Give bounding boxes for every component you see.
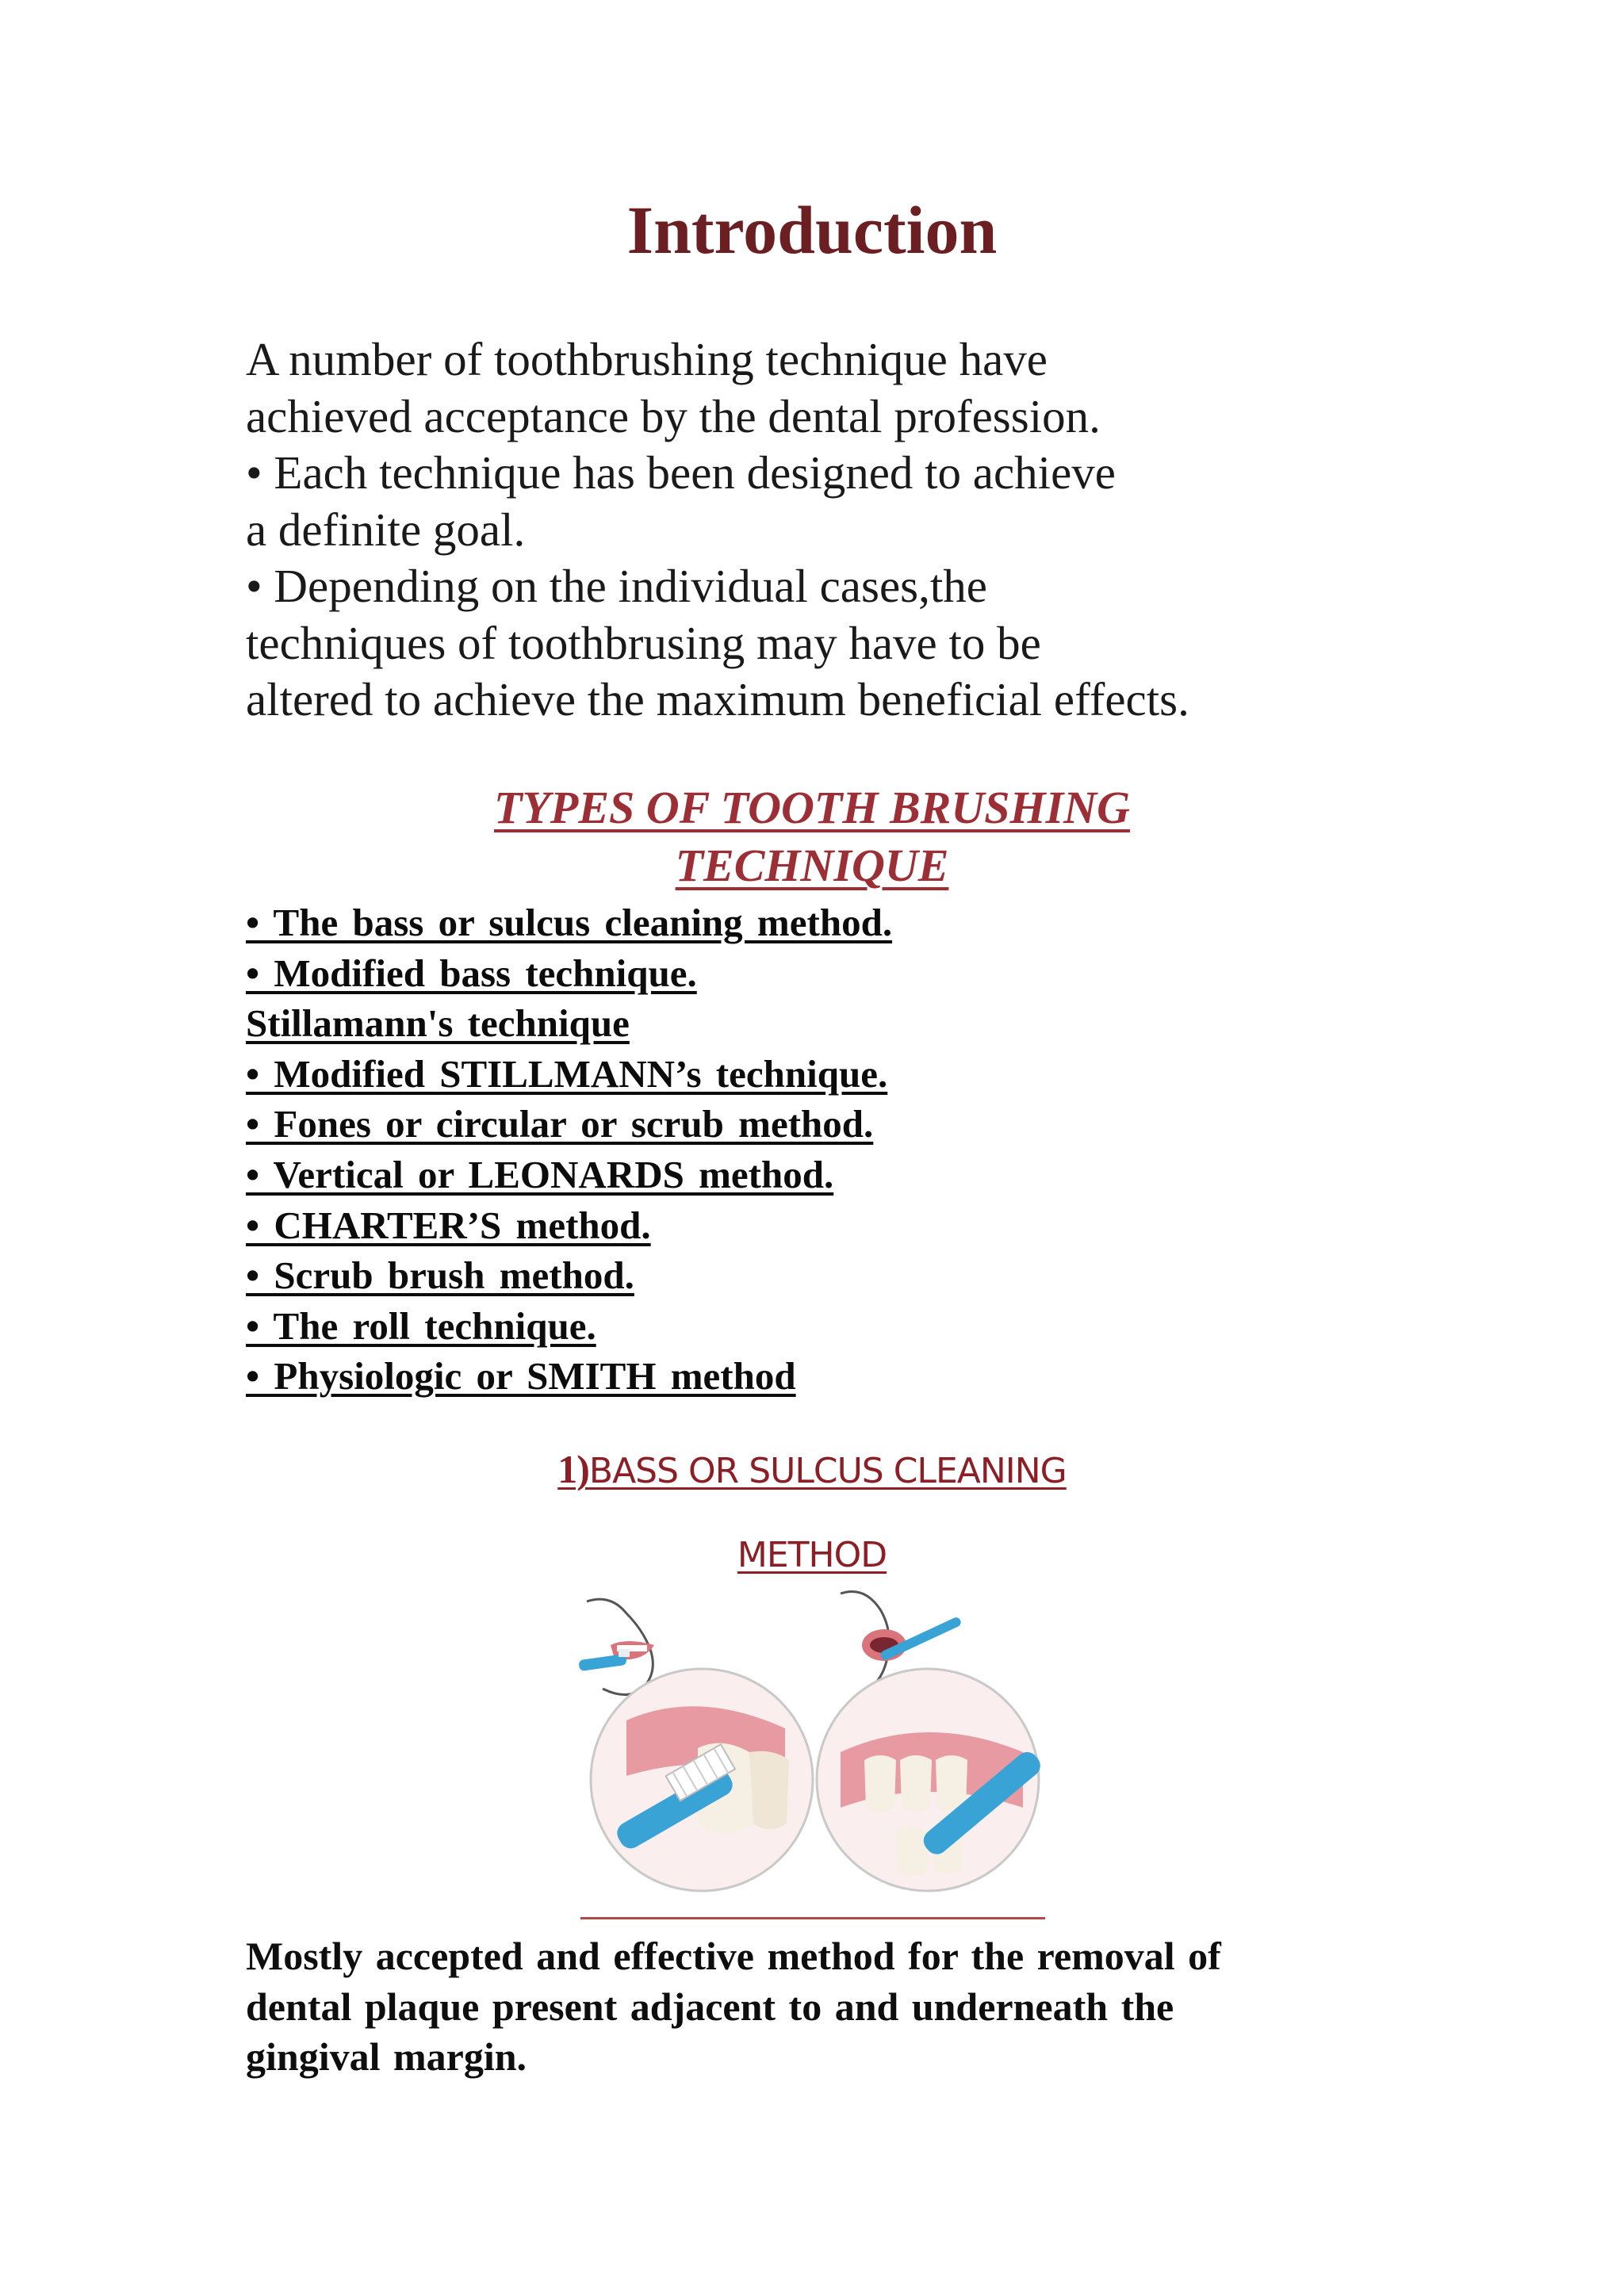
intro-line: A number of toothbrushing technique have bbox=[246, 333, 1048, 385]
technique-list bbox=[246, 897, 1515, 1402]
section-title: BASS OR SULCUS CLEANING bbox=[588, 1451, 1067, 1491]
left-face-icon bbox=[579, 1599, 654, 1694]
section-number: 1) bbox=[557, 1447, 589, 1491]
intro-paragraph bbox=[246, 331, 1530, 729]
figure-rule bbox=[580, 1917, 1045, 1919]
toothbrush-illustration bbox=[579, 1570, 1045, 1903]
types-heading-line: TECHNIQUE bbox=[675, 840, 949, 891]
list-item: • The bass or sulcus cleaning method. bbox=[246, 901, 893, 944]
intro-line: techniques of toothbrusing may have to be bbox=[246, 616, 1041, 669]
list-item: • Modified STILLMANN’s technique. bbox=[246, 1051, 888, 1096]
intro-line: achieved acceptance by the dental profession. bbox=[246, 389, 1101, 442]
conclusion-paragraph bbox=[246, 1931, 1546, 2083]
page-title: Introduction bbox=[626, 192, 998, 268]
intro-line: a definite goal. bbox=[246, 503, 526, 556]
intro-line: • Depending on the individual cases,the bbox=[246, 560, 987, 612]
conclusion-line: dental plaque present adjacent to and underneath the bbox=[246, 1984, 1174, 2029]
types-heading bbox=[0, 779, 1624, 894]
left-magnified-circle bbox=[591, 1669, 813, 1891]
list-item: • CHARTER’S method. bbox=[246, 1203, 651, 1247]
list-item: • Vertical or LEONARDS method. bbox=[246, 1152, 834, 1196]
section-heading-line-1 bbox=[0, 1427, 1624, 1513]
conclusion-line: gingival margin. bbox=[246, 2034, 527, 2079]
intro-line: altered to achieve the maximum beneficial effects. bbox=[246, 673, 1189, 725]
list-item: • Scrub brush method. bbox=[246, 1253, 634, 1298]
list-item: • The roll technique. bbox=[246, 1303, 596, 1348]
intro-line: • Each technique has been designed to achieve bbox=[246, 446, 1116, 499]
section-heading-line-2: METHOD bbox=[737, 1535, 887, 1575]
list-item: • Fones or circular or scrub method. bbox=[246, 1102, 874, 1146]
types-heading-line: TYPES OF TOOTH BRUSHING bbox=[494, 782, 1130, 833]
list-item: • Modified bass technique. bbox=[246, 951, 697, 995]
list-item: Stillamann's technique bbox=[246, 1001, 630, 1046]
conclusion-line: Mostly accepted and effective method for the removal of bbox=[246, 1934, 1221, 1978]
list-item: • Physiologic or SMITH method bbox=[246, 1354, 796, 1399]
right-magnified-circle bbox=[817, 1669, 1045, 1891]
